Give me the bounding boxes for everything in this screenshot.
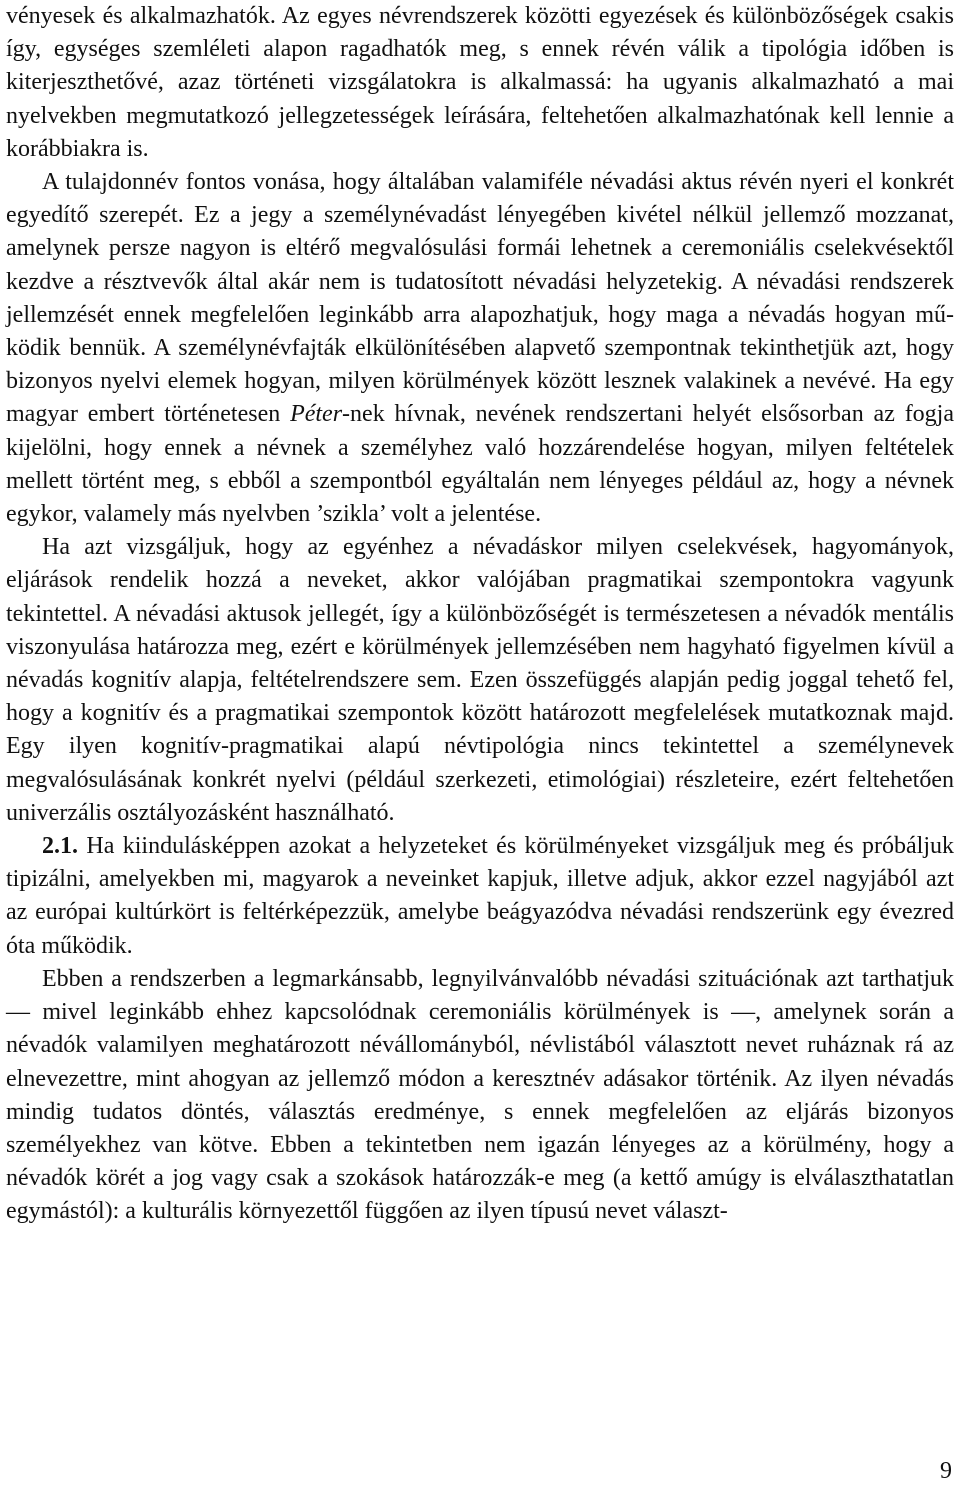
paragraph-1-text: vényesek és alkalmazhatók. Az egyes névrendszerek közötti egyezések és különbözőségek csakis így, egységes szemléleti alapon ragadhatók meg, s ennek révén válik a tipológia időben is kiterjeszthetővé, azaz történeti vizsgálatokra is alkalmassá: ha ugyanis alkalmazható a mai nyelvekben megmutatkozó jellegzetességek leírására, feltehetően alkalmazhatónak kell lennie a korábbiakra is. (6, 3, 954, 162)
paragraph-2-text-b: -nek hívnak, nevének rendszertani helyét elsősorban az fogja kijelölni, hogy ennek a névnek a személyhez való hozzárendelése hogyan, milyen feltételek mellett történt meg, s ebből a szempontból egyáltalán nem lényeges például az, hogy a névnek egykor, valamely más nyelvben ’szikla’ volt a jelentése. (6, 401, 955, 528)
paragraph-4-text: Ha kiindulásképpen azokat a helyzeteket és körülményeket vizsgáljuk meg és próbáljuk tipizálni, amelyekben mi, magyarok a neveinket kapjuk, illetve adjuk, akkor ezzel nagyjából azt az európai kultúrkört is feltérképezzük, amelybe beágyazódva névadási rendszerünk egy évezred óta működik. (6, 833, 954, 959)
paragraph-4 (6, 830, 954, 963)
paragraph-2 (6, 166, 954, 531)
paragraph-5 (6, 963, 954, 1229)
section-number: 2.1. (42, 833, 78, 860)
paragraph-5-text: Ebben a rendszerben a legmarkánsabb, legnyilvánvalóbb névadási szituációnak azt tarthatjuk — mivel leginkább ehhez kapcsolódnak ceremoniális körülmények is —, amelynek során a névadók valamilyen meghatározott névállományból, névlistából választott nevet ruháznak rá az elnevezettre, mint ahogyan az jellemző módon a keresztnév adásakor történik. Az ilyen névadás mindig tudatos döntés, választás eredménye, s ennek megfelelően az eljárás bizonyos személyekhez van kötve. Ebben a tekintetben nem igazán lényeges az a körülmény, hogy a névadók körét a jog vagy csak a szokások határozzák-e meg (a kettő amúgy is elválaszthatatlan egymástól): a kulturális környezettől függően az ilyen típusú nevet választ- (6, 965, 954, 1225)
paragraph-3 (6, 531, 954, 830)
paragraph-2-text-a: A tulajdonnév fontos vonása, hogy általában valamiféle névadási aktus révén nyeri el konkrét egyedítő szerepét. Ez a jegy a személynévadást lényegében kivétel nélkül jellemző mozzanat, amelynek persze nagyon is eltérő megvalósulási formái lehetnek a ceremoniális cselekvésektől kezdve a résztvevők által akár nem is tudatosított névadási helyzetekig. A névadási rendszerek jellemzését ennek megfelelően leginkább arra alapozhatjuk, hogy maga a névadás hogyan működik bennük. A személynévfajták elkülönítésében alapvető szempontnak tekinthetjük azt, hogy bizonyos nyelvi elemek hogyan, milyen körülmények között lesznek valakinek a nevévé. Ha egy magyar embert történetesen (6, 169, 954, 428)
paragraph-3-text: Ha azt vizsgáljuk, hogy az egyénhez a névadáskor milyen cselekvések, hagyományok, eljárások rendelik hozzá a neveket, akkor valójában pragmatikai szempontokra vagyunk tekintettel. A névadási aktusok jellegét, így a különbözőségét is természetesen a névadók mentális viszonyulása határozza meg, ezért e körülmények jellemzésében nem hagyható figyelmen kívül a névadás kognitív alapja, feltételrendszere sem. Ezen összefüggés alapján pedig joggal tehető fel, hogy a kognitív és a pragmatikai szempontok között határozott megfelelések mutatkoznak majd. Egy ilyen kognitív-pragmatikai alapú névtipológia nincs tekintettel a személynevek megvalósulásának konkrét nyelvi (például szerkezeti, etimológiai) részleteire, ezért feltehetően univerzális osztályozásként használható. (6, 534, 954, 826)
paragraph-2-italic-name: Péter (290, 401, 343, 428)
paragraph-1 (6, 0, 954, 166)
document-body (6, 0, 954, 1229)
page-number: 9 (940, 1458, 952, 1484)
